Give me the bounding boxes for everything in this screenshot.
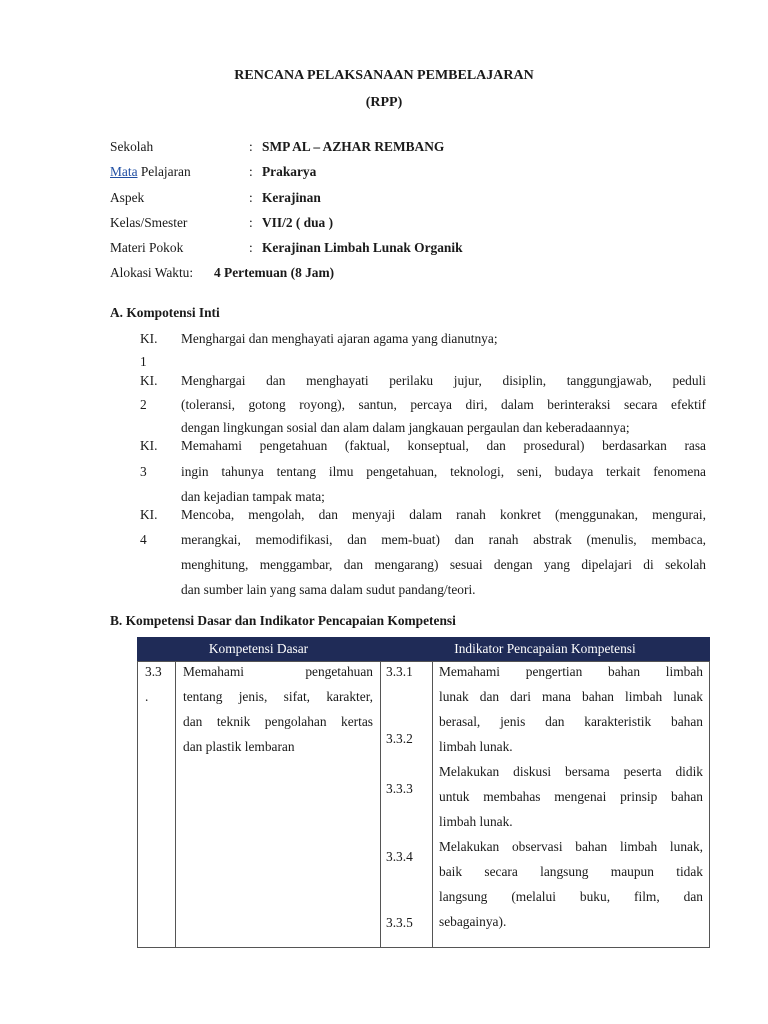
aspek-value: Kerajinan [262,190,321,205]
ipk-code: 3.3.4 [386,849,413,864]
ki4-number: 4 [140,532,147,547]
ki2-number: 2 [140,397,147,412]
aspek-colon: : [249,190,253,205]
header-kompetensi-dasar: Kompetensi Dasar [208,641,309,656]
alokasi-value: 4 Pertemuan (8 Jam) [214,265,335,280]
sekolah-colon: : [249,139,253,154]
kd-text-line: Memahami pengetahuan [183,664,373,679]
ipk-text-line: limbah lunak. [439,814,513,829]
section-b-heading: B. Kompetensi Dasar dan Indikator Pencapaian Kompetensi [110,613,456,628]
ki4-line: merangkai, memodifikasi, dan mem-buat) dan ranah abstrak (menulis, membaca, [181,532,706,547]
table-divider [432,661,433,948]
kd-code-dot: . [145,689,149,704]
ipk-text-line: berasal, jenis dan karakteristik bahan [439,714,703,729]
sekolah-label: Sekolah [110,139,154,154]
kd-text-line: tentang jenis, sifat, karakter, [183,689,373,704]
kelas-value: VII/2 ( dua ) [262,215,334,230]
ki4-line: Mencoba, mengolah, dan menyaji dalam ranah konkret (menggunakan, mengurai, [181,507,706,522]
ki1-number: 1 [140,354,147,369]
ipk-text-line: langsung (melalui buku, film, dan [439,889,703,904]
kd-text-line: dan plastik lembaran [183,739,295,754]
ki3-line: Memahami pengetahuan (faktual, konseptual, dan prosedural) berdasarkan rasa [181,438,706,453]
ki4-line: menghitung, menggambar, dan mengarang) sesuai dengan yang dipelajari di sekolah [181,557,706,572]
mapel-value: Prakarya [262,164,317,179]
materi-value: Kerajinan Limbah Lunak Organik [262,240,463,255]
ki3-line: dan kejadian tampak mata; [181,489,325,504]
ipk-code: 3.3.3 [386,781,413,796]
mapel-colon: : [249,164,253,179]
ki3-code: KI. [140,438,158,453]
ki4-line: dan sumber lain yang sama dalam sudut pandang/teori. [181,582,476,597]
mata-link[interactable]: Mata [110,164,138,179]
mapel-label-rest: Pelajaran [137,164,191,179]
ipk-text-line: baik secara langsung maupun tidak [439,864,703,879]
sekolah-value: SMP AL – AZHAR REMBANG [262,139,445,154]
ki1-line: Menghargai dan menghayati ajaran agama yang dianutnya; [181,331,498,346]
kelas-colon: : [249,215,253,230]
document-subtitle: (RPP) [365,95,403,110]
ipk-code: 3.3.2 [386,731,413,746]
aspek-label: Aspek [110,190,145,205]
kelas-label: Kelas/Smester [110,215,188,230]
table-divider [380,661,381,948]
header-indikator: Indikator Pencapaian Kompetensi [454,641,636,656]
ki2-line: (toleransi, gotong royong), santun, percaya diri, dalam berinteraksi secara efektif [181,397,706,412]
table-divider [175,661,176,948]
ipk-code: 3.3.1 [386,664,413,679]
ki2-line: dengan lingkungan sosial dan alam dalam jangkauan pergaulan dan keberadaannya; [181,420,630,435]
ipk-text-line: sebagainya). [439,914,507,929]
ipk-text-line: Memahami pengertian bahan limbah [439,664,703,679]
alokasi-label: Alokasi Waktu: [110,265,194,280]
ipk-text-line: Melakukan observasi bahan limbah lunak, [439,839,703,854]
ki2-line: Menghargai dan menghayati perilaku jujur, disiplin, tanggungjawab, peduli [181,373,706,388]
mapel-label [110,164,191,180]
materi-label: Materi Pokok [110,240,184,255]
ipk-text-line: limbah lunak. [439,739,513,754]
ipk-code: 3.3.5 [386,915,413,930]
ipk-text-line: lunak dan dari mana bahan limbah lunak [439,689,703,704]
materi-colon: : [249,240,253,255]
document-title: RENCANA PELAKSANAAN PEMBELAJARAN [234,68,534,83]
kd-text-line: dan teknik pengolahan kertas [183,714,373,729]
ipk-text-line: untuk membahas mengenai prinsip bahan [439,789,703,804]
ki2-code: KI. [140,373,158,388]
ipk-text-line: Melakukan diskusi bersama peserta didik [439,764,703,779]
ki1-code: KI. [140,331,158,346]
ki4-code: KI. [140,507,158,522]
ki3-line: ingin tahunya tentang ilmu pengetahuan, teknologi, seni, budaya terkait fenomena [181,464,706,479]
section-a-heading: A. Kompotensi Inti [110,305,220,320]
ki3-number: 3 [140,464,147,479]
kd-code: 3.3 [145,664,162,679]
